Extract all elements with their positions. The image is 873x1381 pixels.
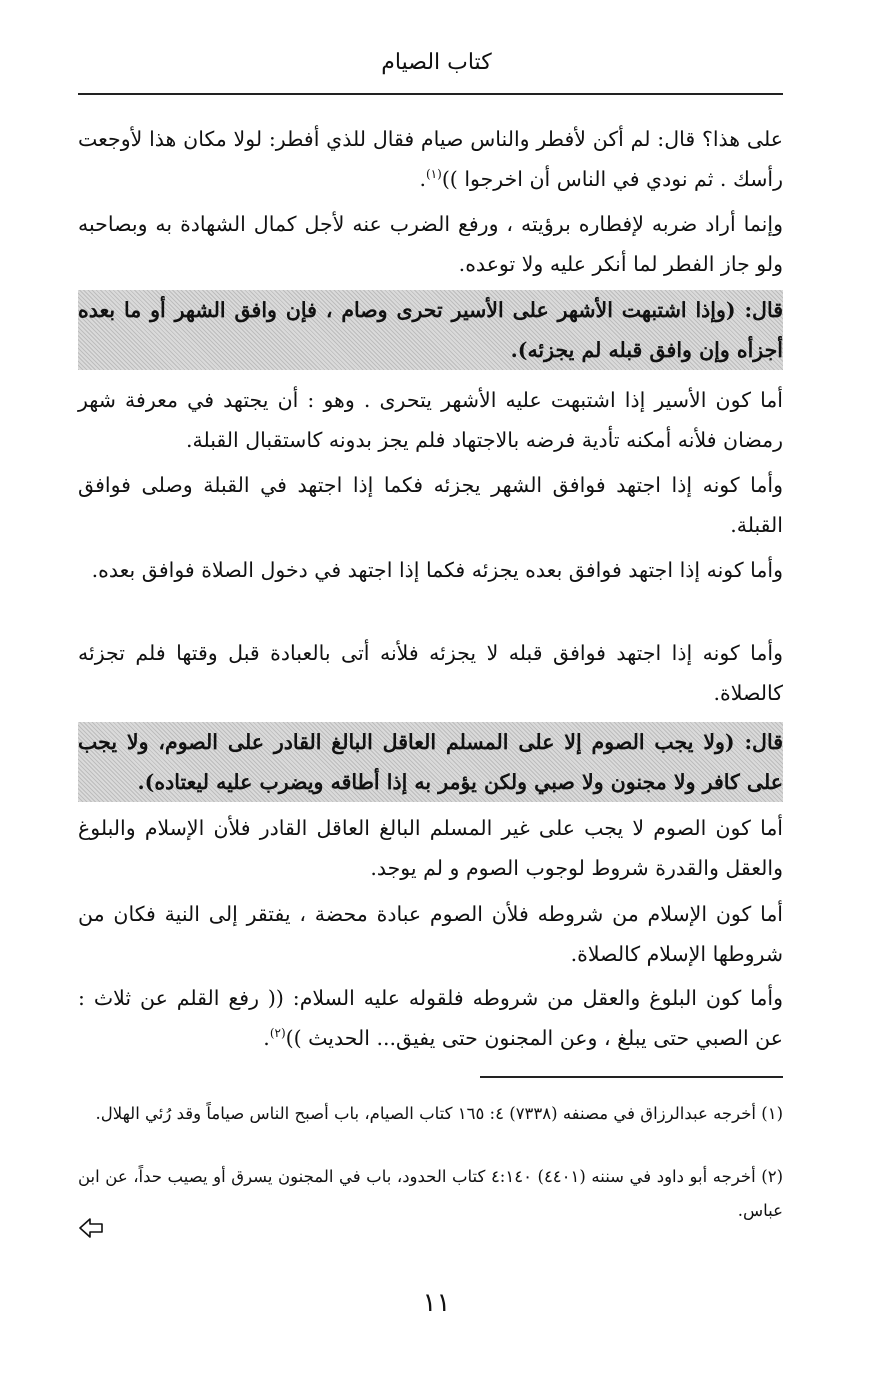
matn-highlight-2: قال: (ولا يجب الصوم إلا على المسلم العاقل البالغ القادر على الصوم، ولا يجب على كافر ولا مجنون ولا صبي ولكن يؤمر به إذا أطاقه ويضرب عليه ليعتاده). [78,722,783,802]
page-number: ١١ [422,1288,451,1318]
paragraph-9: أما كون الصوم لا يجب على غير المسلم البالغ العاقل القادر فلأن الإسلام والبلوغ والعقل والقدرة شروط لوجوب الصوم و لم يوجد. [78,816,783,880]
paragraph-6: وأما كونه إذا اجتهد فوافق بعده يجزئه فكما إذا اجتهد في دخول الصلاة فوافق بعده. [91,558,783,582]
paragraph-7: وأما كونه إذا اجتهد فوافق قبله لا يجزئه فلأنه أتى بالعبادة قبل وقتها فلم تجزئه كالصلاة. [78,641,783,705]
footnote-ref-2[interactable]: (٢) [269,1026,286,1041]
footnote-2: (٢) أخرجه أبو داود في سننه (٤٤٠١) ٤:١٤٠ كتاب الحدود، باب في المجنون يسرق أو يصيب حداً، عن ابن عباس. [78,1167,783,1220]
footnote-ref-1[interactable]: (١) [425,167,442,182]
footnote-1: (١) أخرجه عبدالرزاق في مصنفه (٧٣٣٨) ٤: ١٦٥ كتاب الصيام، باب أصبح الناس صياماً وقد رُئي الهلال. [95,1104,783,1123]
paragraph-11: وأما كون البلوغ والعقل من شروطه فلقوله عليه السلام: (( رفع القلم عن ثلاث : عن الصبي حتى يبلغ ، وعن المجنون حتى يفيق... الحديث ))$^{(٢)}$. [78,986,783,1050]
paragraph-4: أما كون الأسير إذا اشتبهت عليه الأشهر يتحرى . وهو : أن يجتهد في معرفة شهر رمضان فلأنه أمكنه تأدية فرضه بالاجتهاد فلم يجز بدونه كاستقبال القبلة. [78,388,783,452]
paragraph-2: وإنما أراد ضربه لإفطاره برؤيته ، ورفع الضرب عنه لأجل كمال الشهادة به وبصاحبه ولو جاز الفطر لما أنكر عليه ولا توعده. [78,212,783,276]
paragraph-5: وأما كونه إذا اجتهد فوافق الشهر يجزئه فكما إذا اجتهد في القبلة وصلى فوافق القبلة. [78,473,783,537]
running-header: كتاب الصيام [381,50,492,75]
matn-highlight-1: قال: (وإذا اشتبهت الأشهر على الأسير تحرى وصام ، فإن وافق الشهر أو ما بعده أجزأه وإن وافق قبله لم يجزئه). [78,290,783,370]
paragraph-10: أما كون الإسلام من شروطه فلأن الصوم عبادة محضة ، يفتقر إلى النية فكان من شروطها الإسلام كالصلاة. [78,902,783,966]
header-rule [78,93,783,95]
paragraph-1: على هذا؟ قال: لم أكن لأفطر والناس صيام فقال للذي أفطر: لولا مكان هذا لأوجعت رأسك . ثم نودي في الناس أن اخرجوا ))$^{(١)}$. [78,127,783,191]
footnote-rule [480,1076,783,1078]
continuation-arrow-icon [78,1218,104,1238]
